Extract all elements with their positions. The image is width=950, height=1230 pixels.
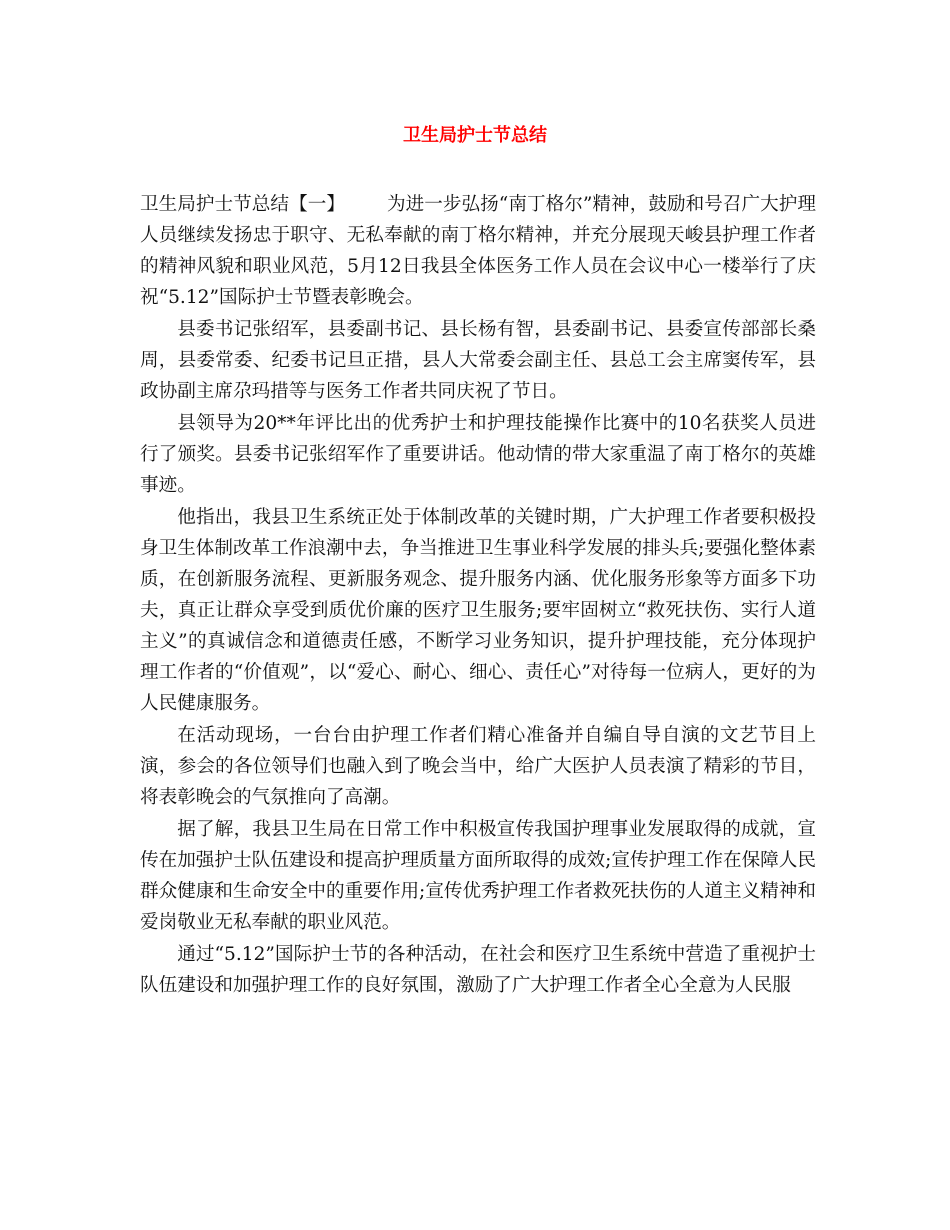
paragraph-4: 他指出，我县卫生系统正处于体制改革的关键时期，广大护理工作者要积极投身卫生体制改革工作浪潮中去，争当推进卫生事业科学发展的排头兵;要强化整体素质，在创新服务流程、更新服务观念、提升服务内涵、优化服务形象等方面多下功夫，真正让群众享受到质优价廉的医疗卫生服务;要牢固树立“救死扶伤、实行人道主义”的真诚信念和道德责任感，不断学习业务知识，提升护理技能，充分体现护理工作者的“价值观”，以“爱心、耐心、细心、责任心”对待每一位病人，更好的为人民健康服务。 bbox=[140, 507, 816, 714]
document-title: 卫生局护士节总结 bbox=[403, 125, 547, 146]
paragraph-3: 县领导为20**年评比出的优秀护士和护理技能操作比赛中的10名获奖人员进行了颁奖。县委书记张绍军作了重要讲话。他动情的带大家重温了南丁格尔的英雄事迹。 bbox=[140, 413, 816, 496]
document-body bbox=[140, 189, 816, 1002]
paragraph-5: 在活动现场，一台台由护理工作者们精心准备并自编自导自演的文艺节目上演，参会的各位领导们也融入到了晚会当中，给广大医护人员表演了精彩的节目，将表彰晚会的气氛推向了高潮。 bbox=[140, 725, 816, 808]
lead-heading: 卫生局护士节总结【一】 bbox=[140, 194, 345, 215]
paragraph-7: 通过“5.12”国际护士节的各种活动，在社会和医疗卫生系统中营造了重视护士队伍建设和加强护理工作的良好氛围，激励了广大护理工作者全心全意为人民服 bbox=[140, 944, 816, 996]
paragraph-2: 县委书记张绍军，县委副书记、县长杨有智，县委副书记、县委宣传部部长桑周，县委常委、纪委书记旦正措，县人大常委会副主任、县总工会主席窦传军，县政协副主席尕玛措等与医务工作者共同庆祝了节日。 bbox=[140, 319, 816, 402]
paragraph-1-text: 为进一步弘扬“南丁格尔”精神，鼓励和号召广大护理人员继续发扬忠于职守、无私奉献的南丁格尔精神，并充分展现天峻县护理工作者的精神风貌和职业风范，5月12日我县全体医务工作人员在会议中心一楼举行了庆祝“5.12”国际护士节暨表彰晚会。 bbox=[140, 194, 816, 308]
paragraph-6: 据了解，我县卫生局在日常工作中积极宣传我国护理事业发展取得的成就，宣传在加强护士队伍建设和提高护理质量方面所取得的成效;宣传护理工作在保障人民群众健康和生命安全中的重要作用;宣传优秀护理工作者救死扶伤的人道主义精神和爱岗敬业无私奉献的职业风范。 bbox=[140, 819, 816, 933]
paragraph-1 bbox=[140, 189, 816, 313]
